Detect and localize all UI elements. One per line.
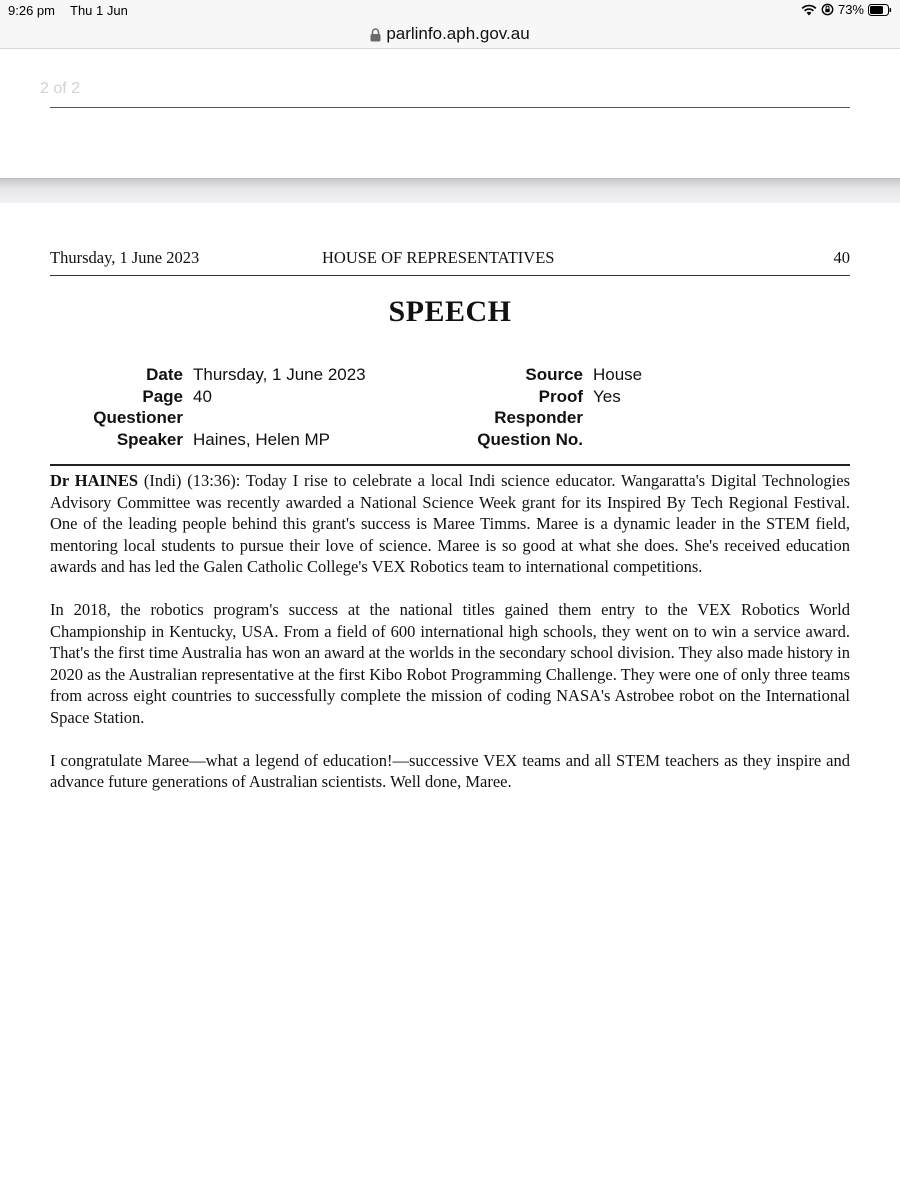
status-time: 9:26 pm	[8, 3, 55, 18]
speaker-value: Haines, Helen MP	[193, 429, 331, 449]
paragraph-text: (Indi) (13:36): Today I rise to celebrate a local Indi science educator. Wangaratta's Digital Technologies Advisory Committee was recently awarded a National Science Week grant for its Inspired By Tech Regional Festival. One of the leading people behind this grant's success is Maree Timms. Maree is a dynamic leader in the STEM field, mentoring local students to pursue their love of science. Maree is so good at what she does. She's received education awards and has led the Galen Catholic College's VEX Robotics team to international competitions.	[50, 471, 850, 576]
speaker-label: Speaker	[116, 429, 183, 449]
wifi-icon	[801, 4, 817, 16]
status-date: Thu 1 Jun	[70, 3, 128, 18]
paragraph	[50, 470, 850, 578]
running-head	[50, 248, 850, 270]
header-rule	[50, 275, 850, 276]
proof-label: Proof	[538, 386, 583, 406]
orientation-lock-icon	[821, 3, 834, 16]
proof-value: Yes	[593, 386, 621, 406]
running-head-date: Thursday, 1 June 2023	[50, 248, 200, 267]
meta-row	[50, 386, 850, 408]
speech-title: SPEECH	[388, 295, 512, 328]
status-indicators	[801, 2, 892, 17]
source-label: Source	[525, 365, 583, 384]
page-value: 40	[193, 386, 212, 406]
meta-row	[50, 429, 850, 451]
browser-chrome	[0, 0, 900, 49]
lock-icon	[370, 27, 381, 41]
metadata-rule	[50, 464, 850, 466]
page-rule	[50, 107, 850, 108]
source-value: House	[593, 365, 643, 384]
battery-percent: 73%	[837, 2, 864, 17]
speech-body	[50, 470, 850, 814]
questioner-label: Questioner	[93, 408, 183, 427]
meta-row	[50, 364, 850, 386]
address-bar[interactable]	[0, 22, 900, 46]
battery-icon	[868, 4, 892, 16]
date-label: Date	[146, 365, 183, 384]
running-head-page: 40	[833, 248, 850, 267]
meta-row	[50, 407, 850, 429]
status-bar	[0, 0, 900, 22]
page-label: Page	[142, 386, 183, 406]
question-no-label: Question No.	[477, 429, 583, 449]
url-text: parlinfo.aph.gov.au	[386, 24, 530, 43]
page-separator	[0, 178, 900, 203]
page-indicator: 2 of 2	[40, 80, 81, 97]
speech-metadata	[50, 364, 850, 450]
responder-label: Responder	[494, 408, 583, 427]
date-value: Thursday, 1 June 2023	[193, 365, 366, 384]
paragraph: In 2018, the robotics program's success at the national titles gained them entry to the VEX Robotics World Championship in Kentucky, USA. From a field of 600 international high schools, they went on to win a service award. That's the first time Australia has won an award at the worlds in the secondary school division. They also made history in 2020 as the Australian representative at the first Kibo Robot Programming Challenge. They were one of only three teams from across eight countries to successfully complete the mission of coding NASA's Astrobee robot on the International Space Station.	[50, 600, 851, 727]
speaker-name: Dr HAINES	[50, 471, 139, 490]
paragraph: I congratulate Maree—what a legend of education!—successive VEX teams and all STEM teachers as they inspire and advance future generations of Australian scientists. Well done, Maree.	[50, 750, 850, 791]
running-head-house: HOUSE OF REPRESENTATIVES	[322, 248, 555, 267]
